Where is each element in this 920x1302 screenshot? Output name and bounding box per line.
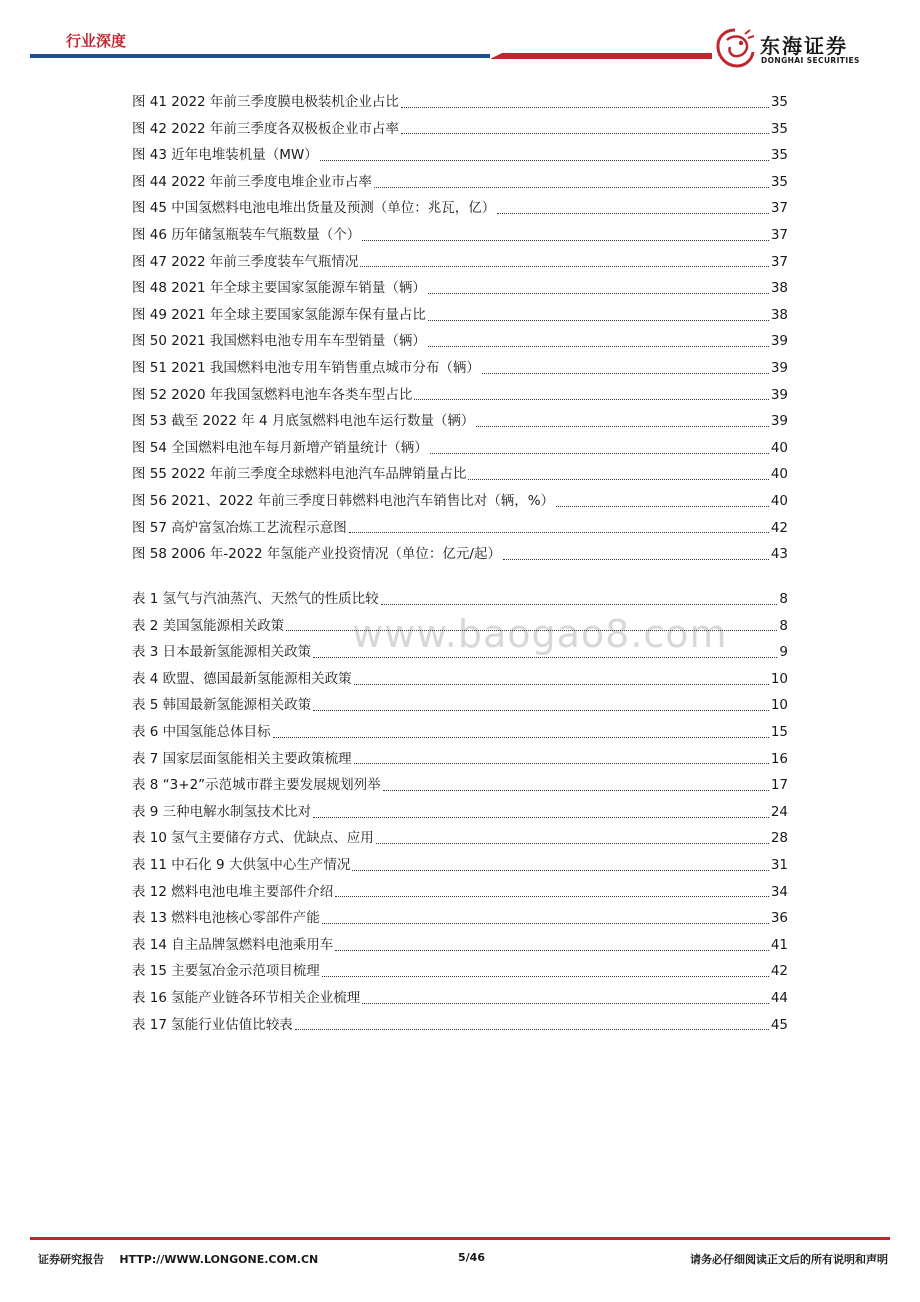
leader-dots [349, 532, 769, 533]
leader-dots [362, 1003, 769, 1004]
table-entry[interactable] [132, 825, 788, 852]
figure-entry-page: 39 [770, 386, 788, 403]
table-entry[interactable] [132, 639, 788, 666]
figure-entry[interactable] [132, 222, 788, 249]
table-entry-page: 24 [770, 803, 788, 820]
watermark: www.baogao8.com [352, 612, 728, 656]
figure-entry[interactable] [132, 541, 788, 568]
figure-entry-label: 图 48 2021 年全球主要国家氢能源车销量（辆） [132, 280, 426, 297]
table-entry-label: 表 11 中石化 9 大供氢中心生产情况 [132, 856, 351, 873]
table-entry-label: 表 1 氢气与汽油蒸汽、天然气的性质比较 [132, 591, 379, 607]
table-entry-page: 41 [770, 936, 788, 953]
figure-entry[interactable] [132, 488, 788, 515]
figure-entry[interactable] [132, 195, 788, 222]
table-entry[interactable] [132, 958, 788, 985]
table-entry[interactable] [132, 692, 788, 719]
figure-entry[interactable] [132, 249, 788, 276]
figure-entry-page: 35 [770, 173, 788, 190]
figure-list [132, 89, 788, 568]
table-entry-page: 31 [770, 856, 788, 873]
figure-entry-label: 图 49 2021 年全球主要国家氢能源车保有量占比 [132, 306, 426, 323]
table-entry-label: 表 4 欧盟、德国最新氢能源相关政策 [132, 670, 352, 687]
table-entry[interactable] [132, 666, 788, 693]
figure-entry-page: 39 [770, 333, 788, 350]
figure-entry-page: 38 [770, 280, 788, 297]
table-entry-label: 表 17 氢能行业估值比较表 [132, 1016, 293, 1033]
leader-dots [313, 817, 769, 818]
figure-entry[interactable] [132, 355, 788, 382]
table-entry-page: 16 [770, 750, 788, 767]
table-entry[interactable] [132, 746, 788, 773]
figure-entry-label: 图 44 2022 年前三季度电堆企业市占率 [132, 173, 372, 190]
leader-dots [335, 896, 769, 897]
leader-dots [376, 843, 769, 844]
figure-entry[interactable] [132, 328, 788, 355]
figure-entry[interactable] [132, 382, 788, 409]
figure-entry-label: 图 52 2020 年我国氢燃料电池车各类车型占比 [132, 386, 413, 403]
table-entry-page: 17 [770, 777, 788, 794]
footer-disclaimer: 请务必仔细阅读正文后的所有说明和声明 [690, 1253, 888, 1266]
table-entry-page: 10 [770, 697, 788, 714]
figure-entry-page: 40 [770, 492, 788, 509]
table-entry[interactable] [132, 772, 788, 799]
table-entry-label: 表 13 燃料电池核心零部件产能 [132, 910, 320, 927]
figure-entry[interactable] [132, 515, 788, 542]
table-entry-label: 表 7 国家层面氢能相关主要政策梳理 [132, 750, 352, 767]
table-entry-label: 表 16 氢能产业链各环节相关企业梳理 [132, 989, 361, 1006]
figure-entry-page: 40 [770, 439, 788, 456]
leader-dots [383, 790, 769, 791]
table-entry-label: 表 3 日本最新氢能源相关政策 [132, 644, 312, 661]
figure-entry-label: 图 57 高炉富氢冶炼工艺流程示意图 [132, 519, 347, 536]
table-entry-page: 10 [770, 670, 788, 687]
figure-entry[interactable] [132, 116, 788, 143]
figure-entry[interactable] [132, 89, 788, 116]
leader-dots [468, 479, 768, 480]
table-entry-label: 表 14 自主品牌氢燃料电池乘用车 [132, 936, 334, 953]
table-entry-label: 表 12 燃料电池电堆主要部件介绍 [132, 883, 334, 900]
table-entry-label: 表 15 主要氢冶金示范项目梳理 [132, 963, 320, 980]
table-entry-page: 36 [770, 910, 788, 927]
table-entry-label: 表 6 中国氢能总体目标 [132, 723, 271, 740]
leader-dots [362, 240, 769, 241]
dragon-logo-icon [712, 26, 758, 72]
leader-dots [428, 346, 769, 347]
figure-entry-page: 38 [770, 306, 788, 323]
leader-dots [354, 684, 769, 685]
figure-entry-label: 图 43 近年电堆装机量（MW） [132, 147, 318, 164]
figure-entry-page: 37 [770, 200, 788, 217]
table-entry[interactable] [132, 1012, 788, 1039]
table-entry-page: 9 [779, 644, 788, 661]
table-entry-label: 表 8 “3+2”示范城市群主要发展规划列举 [132, 777, 381, 794]
table-entry[interactable] [132, 852, 788, 879]
leader-dots [428, 293, 769, 294]
leader-dots [295, 1029, 769, 1030]
table-entry-page: 44 [770, 989, 788, 1006]
leader-dots [273, 737, 769, 738]
table-entry[interactable] [132, 879, 788, 906]
leader-dots [414, 399, 768, 400]
table-entry[interactable] [132, 586, 788, 613]
leader-dots [482, 373, 769, 374]
table-entry-page: 28 [770, 830, 788, 847]
leader-dots [313, 657, 777, 658]
leader-dots [476, 426, 768, 427]
company-logo [712, 26, 892, 72]
figure-entry-page: 35 [770, 94, 788, 110]
figure-entry-page: 37 [770, 226, 788, 243]
leader-dots [497, 213, 769, 214]
leader-dots [313, 710, 769, 711]
table-entry-page: 15 [770, 723, 788, 740]
table-entry-page: 42 [770, 963, 788, 980]
figure-entry-label: 图 53 截至 2022 年 4 月底氢燃料电池车运行数量（辆） [132, 413, 475, 430]
logo-chinese-name: 东海证券 [760, 34, 848, 58]
figure-entry-label: 图 55 2022 年前三季度全球燃料电池汽车品牌销量占比 [132, 466, 467, 483]
table-entry-page: 45 [770, 1016, 788, 1033]
leader-dots [556, 506, 769, 507]
section-tag: 行业深度 [66, 32, 127, 50]
leader-dots [503, 559, 769, 560]
leader-dots [374, 187, 769, 188]
figure-entry[interactable] [132, 169, 788, 196]
table-list [132, 586, 788, 1038]
leader-dots [352, 870, 768, 871]
footer-website[interactable]: 证券研究报告 HTTP://WWW.LONGONE.COM.CN [38, 1253, 319, 1266]
figure-entry-label: 图 47 2022 年前三季度装车气瓶情况 [132, 253, 359, 270]
table-entry-page: 34 [770, 883, 788, 900]
figure-entry-page: 42 [770, 519, 788, 536]
table-entry-label: 表 9 三种电解水制氢技术比对 [132, 803, 312, 820]
figure-entry-page: 39 [770, 413, 788, 430]
figure-entry[interactable] [132, 461, 788, 488]
figure-entry-label: 图 46 历年储氢瓶装车气瓶数量（个） [132, 226, 361, 243]
figure-entry-label: 图 50 2021 我国燃料电池专用车车型销量（辆） [132, 333, 426, 350]
table-entry[interactable] [132, 799, 788, 826]
table-entry-label: 表 2 美国氢能源相关政策 [132, 617, 285, 634]
page-number: 5/46 [458, 1251, 485, 1264]
figure-entry-label: 图 41 2022 年前三季度膜电极装机企业占比 [132, 94, 399, 110]
leader-dots [401, 133, 769, 134]
figure-entry-label: 图 42 2022 年前三季度各双极板企业市占率 [132, 120, 399, 137]
figure-entry-label: 图 56 2021、2022 年前三季度日韩燃料电池汽车销售比对（辆，%） [132, 492, 555, 509]
figure-entry[interactable] [132, 408, 788, 435]
leader-dots [322, 976, 769, 977]
figure-entry[interactable] [132, 275, 788, 302]
leader-dots [320, 160, 769, 161]
figure-entry-page: 40 [770, 466, 788, 483]
leader-dots [428, 320, 769, 321]
header-divider-blue [30, 54, 490, 58]
figure-entry-page: 43 [770, 546, 788, 563]
figure-entry-label: 图 54 全国燃料电池车每月新增产销量统计（辆） [132, 439, 428, 456]
table-entry[interactable] [132, 719, 788, 746]
table-entry-page: 8 [779, 591, 788, 607]
figure-entry[interactable] [132, 435, 788, 462]
table-entry[interactable] [132, 932, 788, 959]
figure-entry-label: 图 58 2006 年-2022 年氢能产业投资情况（单位：亿元/起） [132, 546, 501, 563]
figure-entry-page: 35 [770, 120, 788, 137]
figure-entry-label: 图 51 2021 我国燃料电池专用车销售重点城市分布（辆） [132, 359, 480, 376]
table-entry-label: 表 10 氢气主要储存方式、优缺点、应用 [132, 830, 374, 847]
figure-entry-page: 35 [770, 147, 788, 164]
leader-dots [286, 630, 777, 631]
leader-dots [335, 950, 769, 951]
table-entry-page: 8 [779, 617, 788, 634]
leader-dots [360, 266, 768, 267]
table-entry[interactable] [132, 985, 788, 1012]
figure-entry[interactable] [132, 142, 788, 169]
leader-dots [322, 923, 769, 924]
leader-dots [401, 107, 769, 108]
table-entry-label: 表 5 韩国最新氢能源相关政策 [132, 697, 312, 714]
footer-divider [30, 1237, 890, 1240]
figure-entry-page: 37 [770, 253, 788, 270]
leader-dots [430, 453, 769, 454]
logo-english-name: DONGHAI SECURITIES [761, 56, 860, 65]
table-entry[interactable] [132, 905, 788, 932]
figure-entry-page: 39 [770, 359, 788, 376]
leader-dots [381, 604, 778, 605]
table-entry[interactable] [132, 613, 788, 640]
leader-dots [354, 763, 769, 764]
figure-entry[interactable] [132, 302, 788, 329]
figure-entry-label: 图 45 中国氢燃料电池电堆出货量及预测（单位：兆瓦，亿） [132, 200, 496, 217]
